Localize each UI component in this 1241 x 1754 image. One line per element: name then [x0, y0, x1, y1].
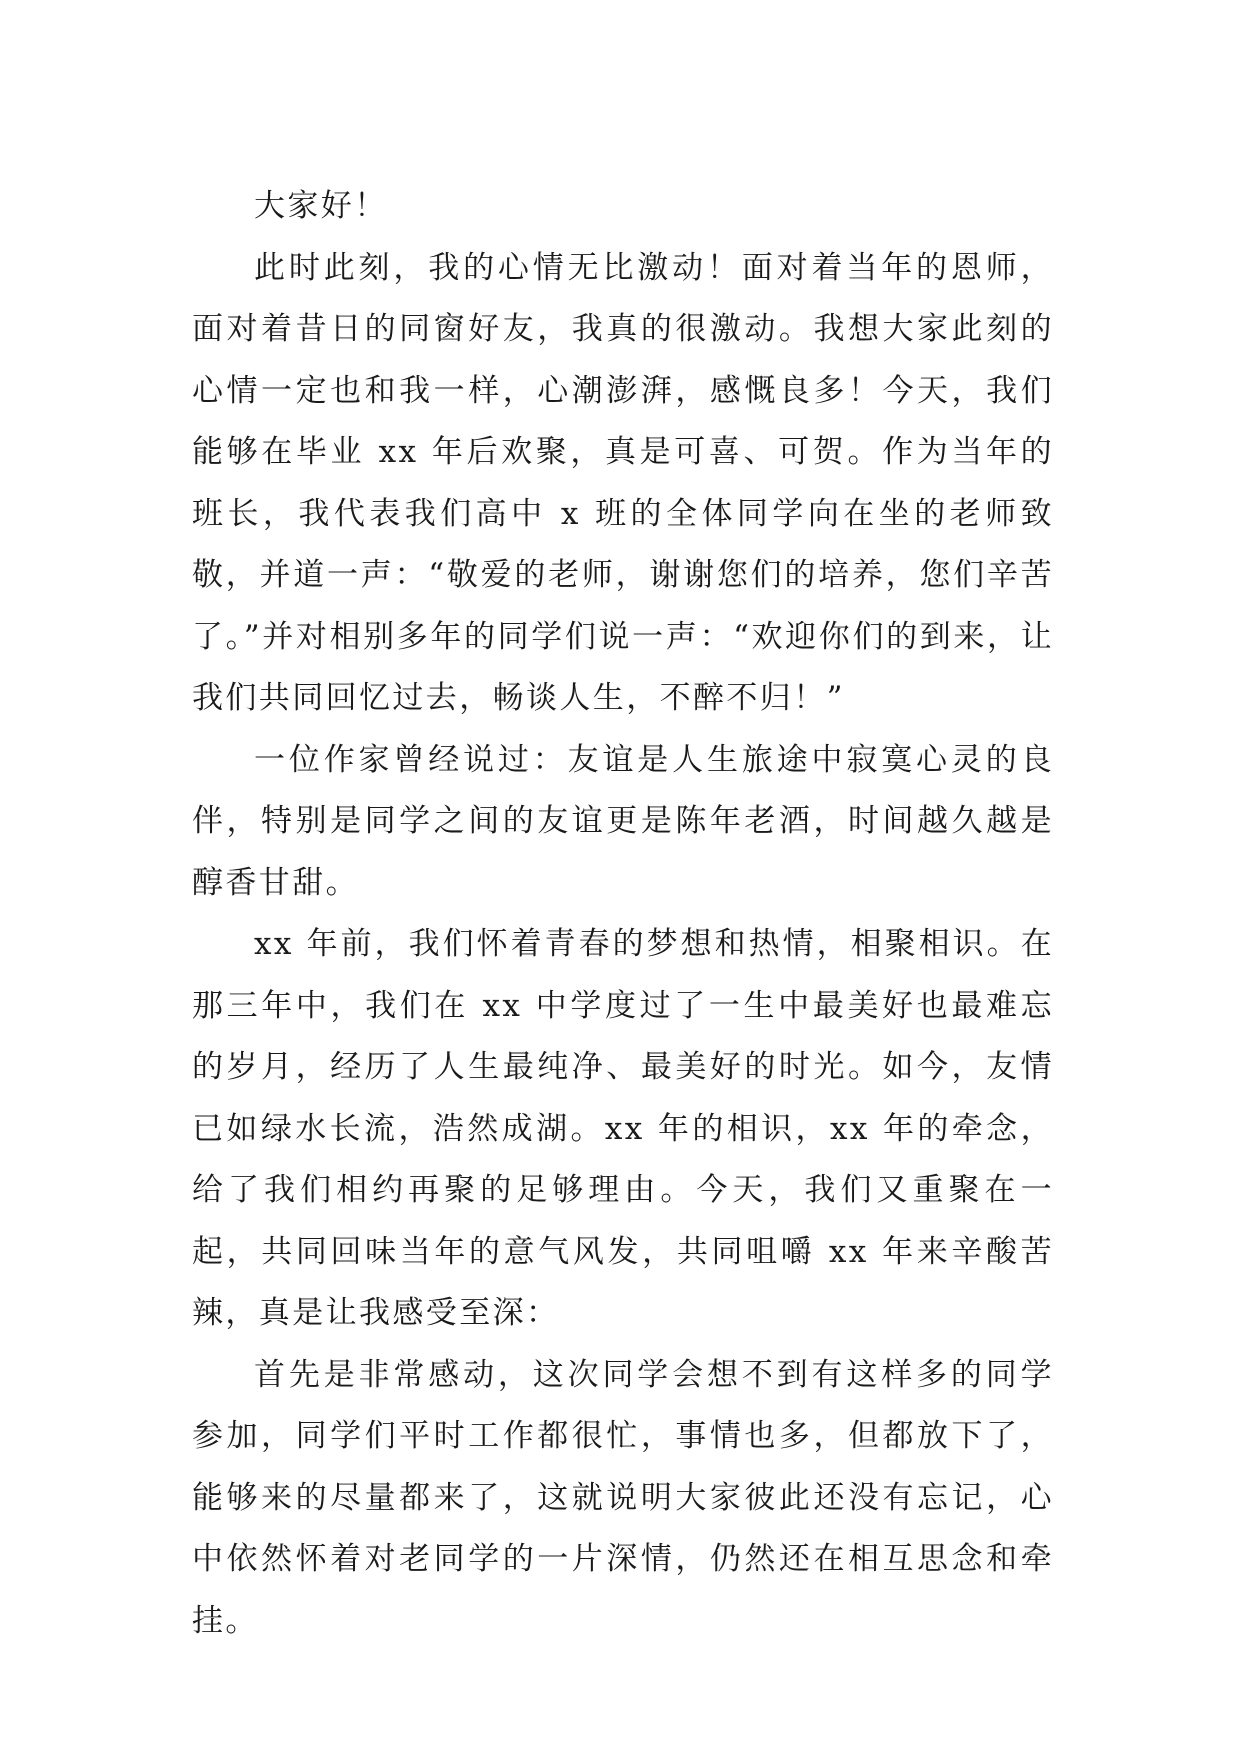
- paragraph-friendship-quote: 一位作家曾经说过：友谊是人生旅途中寂寞心灵的良伴，特别是同学之间的友谊更是陈年老酒，时间越久越是醇香甘甜。: [192, 741, 1054, 901]
- document-body: [192, 176, 1054, 1652]
- paragraph-greeting: 大家好！: [254, 188, 388, 224]
- paragraph-gratitude: 首先是非常感动，这次同学会想不到有这样多的同学参加，同学们平时工作都很忙，事情也多，但都放下了，能够来的尽量都来了，这就说明大家彼此还没有忘记，心中依然怀着对老同学的一片深情，仍然还在相互思念和牵挂。: [192, 1356, 1054, 1639]
- paragraph-opening: 此时此刻，我的心情无比激动！面对着当年的恩师，面对着昔日的同窗好友，我真的很激动。我想大家此刻的心情一定也和我一样，心潮澎湃，感慨良多！今天，我们能够在毕业 xx 年后欢聚，真是可喜、可贺。作为当年的班长，我代表我们高中 x 班的全体同学向在坐的老师致敬，并道一声：“敬爱的老师，谢谢您们的培养，您们辛苦了。”并对相别多年的同学们说一声：“欢迎你们的到来，让我们共同回忆过去，畅谈人生，不醉不归！”: [192, 249, 1054, 716]
- paragraph-memories: xx 年前，我们怀着青春的梦想和热情，相聚相识。在那三年中，我们在 xx 中学度过了一生中最美好也最难忘的岁月，经历了人生最纯净、最美好的时光。如今，友情已如绿水长流，浩然成湖。xx 年的相识，xx 年的牵念，给了我们相约再聚的足够理由。今天，我们又重聚在一起，共同回味当年的意气风发，共同咀嚼 xx 年来辛酸苦辣，真是让我感受至深：: [192, 926, 1054, 1331]
